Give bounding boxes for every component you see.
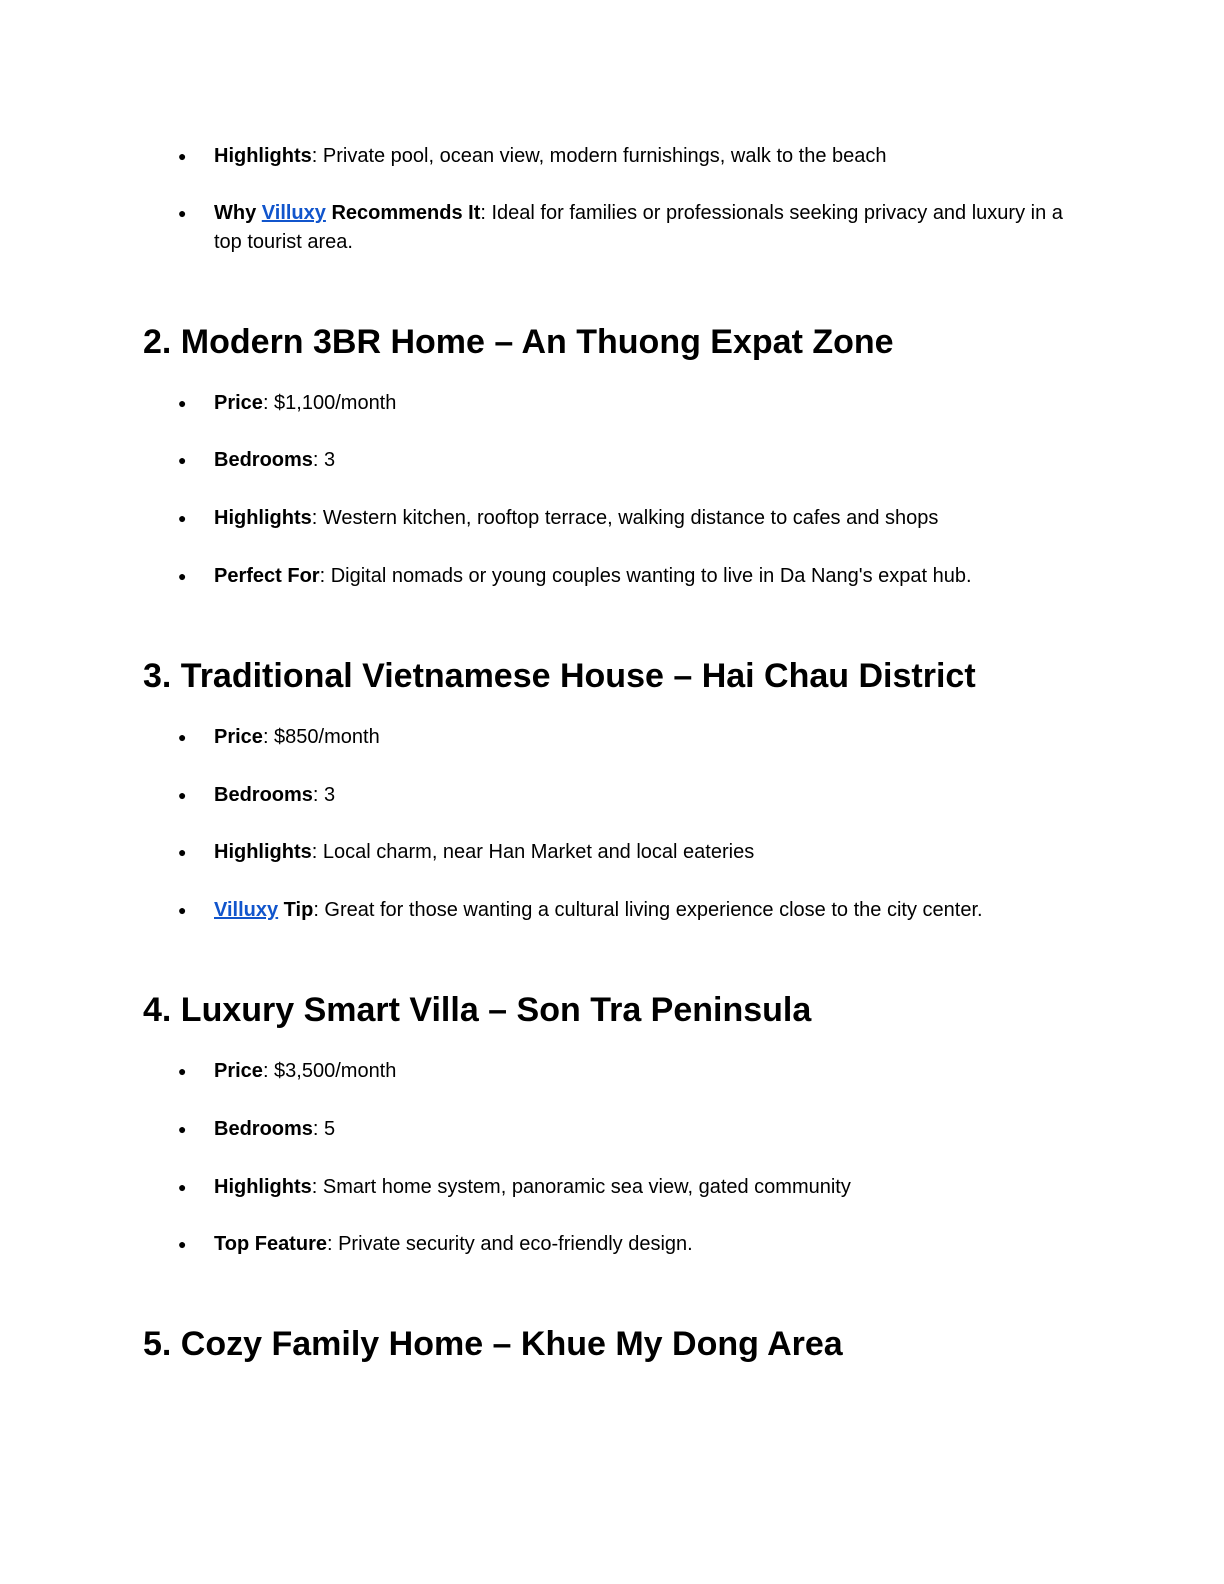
item-label: Highlights (214, 841, 312, 863)
list-item (178, 1173, 1074, 1202)
section-heading: 3. Traditional Vietnamese House – Hai Chau District (143, 657, 976, 695)
bullet-icon: ● (178, 452, 187, 468)
list-item (178, 142, 1074, 171)
bullet-icon: ● (178, 395, 187, 411)
item-text: : Local charm, near Han Market and local eateries (311, 841, 755, 863)
item-text: : Private pool, ocean view, modern furnishings, walk to the beach (311, 145, 887, 167)
bullet-icon: ● (178, 1236, 187, 1252)
section-heading: 4. Luxury Smart Villa – Son Tra Peninsula (143, 991, 812, 1029)
bullet-icon: ● (178, 844, 187, 860)
item-text: : $3,500/month (262, 1060, 397, 1082)
item-text: : Private security and eco-friendly design. (326, 1233, 693, 1255)
item-text: : Ideal for families or professionals seeking privacy and luxury in a top tourist area. (214, 202, 1063, 253)
bullet-icon: ● (178, 1121, 187, 1137)
villuxy-link[interactable]: Villuxy (214, 899, 279, 921)
list-item (178, 389, 1074, 418)
bullet-icon: ● (178, 729, 187, 745)
item-text: : $850/month (262, 726, 380, 748)
item-text: : Great for those wanting a cultural living experience close to the city center. (313, 899, 983, 921)
bullet-icon: ● (178, 568, 187, 584)
list-item (178, 896, 1074, 925)
item-label: Price (214, 392, 263, 414)
item-label: Bedrooms (214, 1118, 313, 1140)
bullet-icon: ● (178, 1179, 187, 1195)
item-text: : 3 (312, 784, 336, 806)
bullet-icon: ● (178, 1063, 187, 1079)
list-item (178, 199, 1074, 257)
item-text: : 5 (312, 1118, 336, 1140)
item-text: : $1,100/month (262, 392, 397, 414)
item-label: Bedrooms (214, 449, 313, 471)
item-label: Price (214, 1060, 263, 1082)
list-item (178, 781, 1074, 810)
bullet-icon: ● (178, 902, 187, 918)
villuxy-link[interactable]: Villuxy (261, 202, 326, 224)
list-item (178, 562, 1074, 591)
list-item (178, 1230, 1074, 1259)
item-label: Tip (278, 899, 314, 921)
list-item (178, 446, 1074, 475)
bullet-icon: ● (178, 787, 187, 803)
item-label: Why (214, 202, 262, 224)
item-label: Recommends It (325, 202, 481, 224)
list-item (178, 838, 1074, 867)
item-text: : 3 (312, 449, 336, 471)
list-item (178, 504, 1074, 533)
list-item (178, 1115, 1074, 1144)
list-item (178, 1057, 1074, 1086)
item-label: Highlights (214, 1176, 312, 1198)
item-text: : Digital nomads or young couples wanting to live in Da Nang's expat hub. (319, 565, 972, 587)
item-label: Perfect For (214, 565, 320, 587)
item-label: Highlights (214, 507, 312, 529)
bullet-icon: ● (178, 510, 187, 526)
item-label: Price (214, 726, 263, 748)
section-heading: 2. Modern 3BR Home – An Thuong Expat Zone (143, 323, 894, 361)
list-item (178, 723, 1074, 752)
item-label: Bedrooms (214, 784, 313, 806)
item-text: : Western kitchen, rooftop terrace, walking distance to cafes and shops (311, 507, 939, 529)
bullet-icon: ● (178, 205, 187, 221)
item-text: : Smart home system, panoramic sea view, gated community (311, 1176, 851, 1198)
item-label: Top Feature (214, 1233, 327, 1255)
bullet-icon: ● (178, 148, 187, 164)
section-heading: 5. Cozy Family Home – Khue My Dong Area (143, 1325, 843, 1363)
item-label: Highlights (214, 145, 312, 167)
